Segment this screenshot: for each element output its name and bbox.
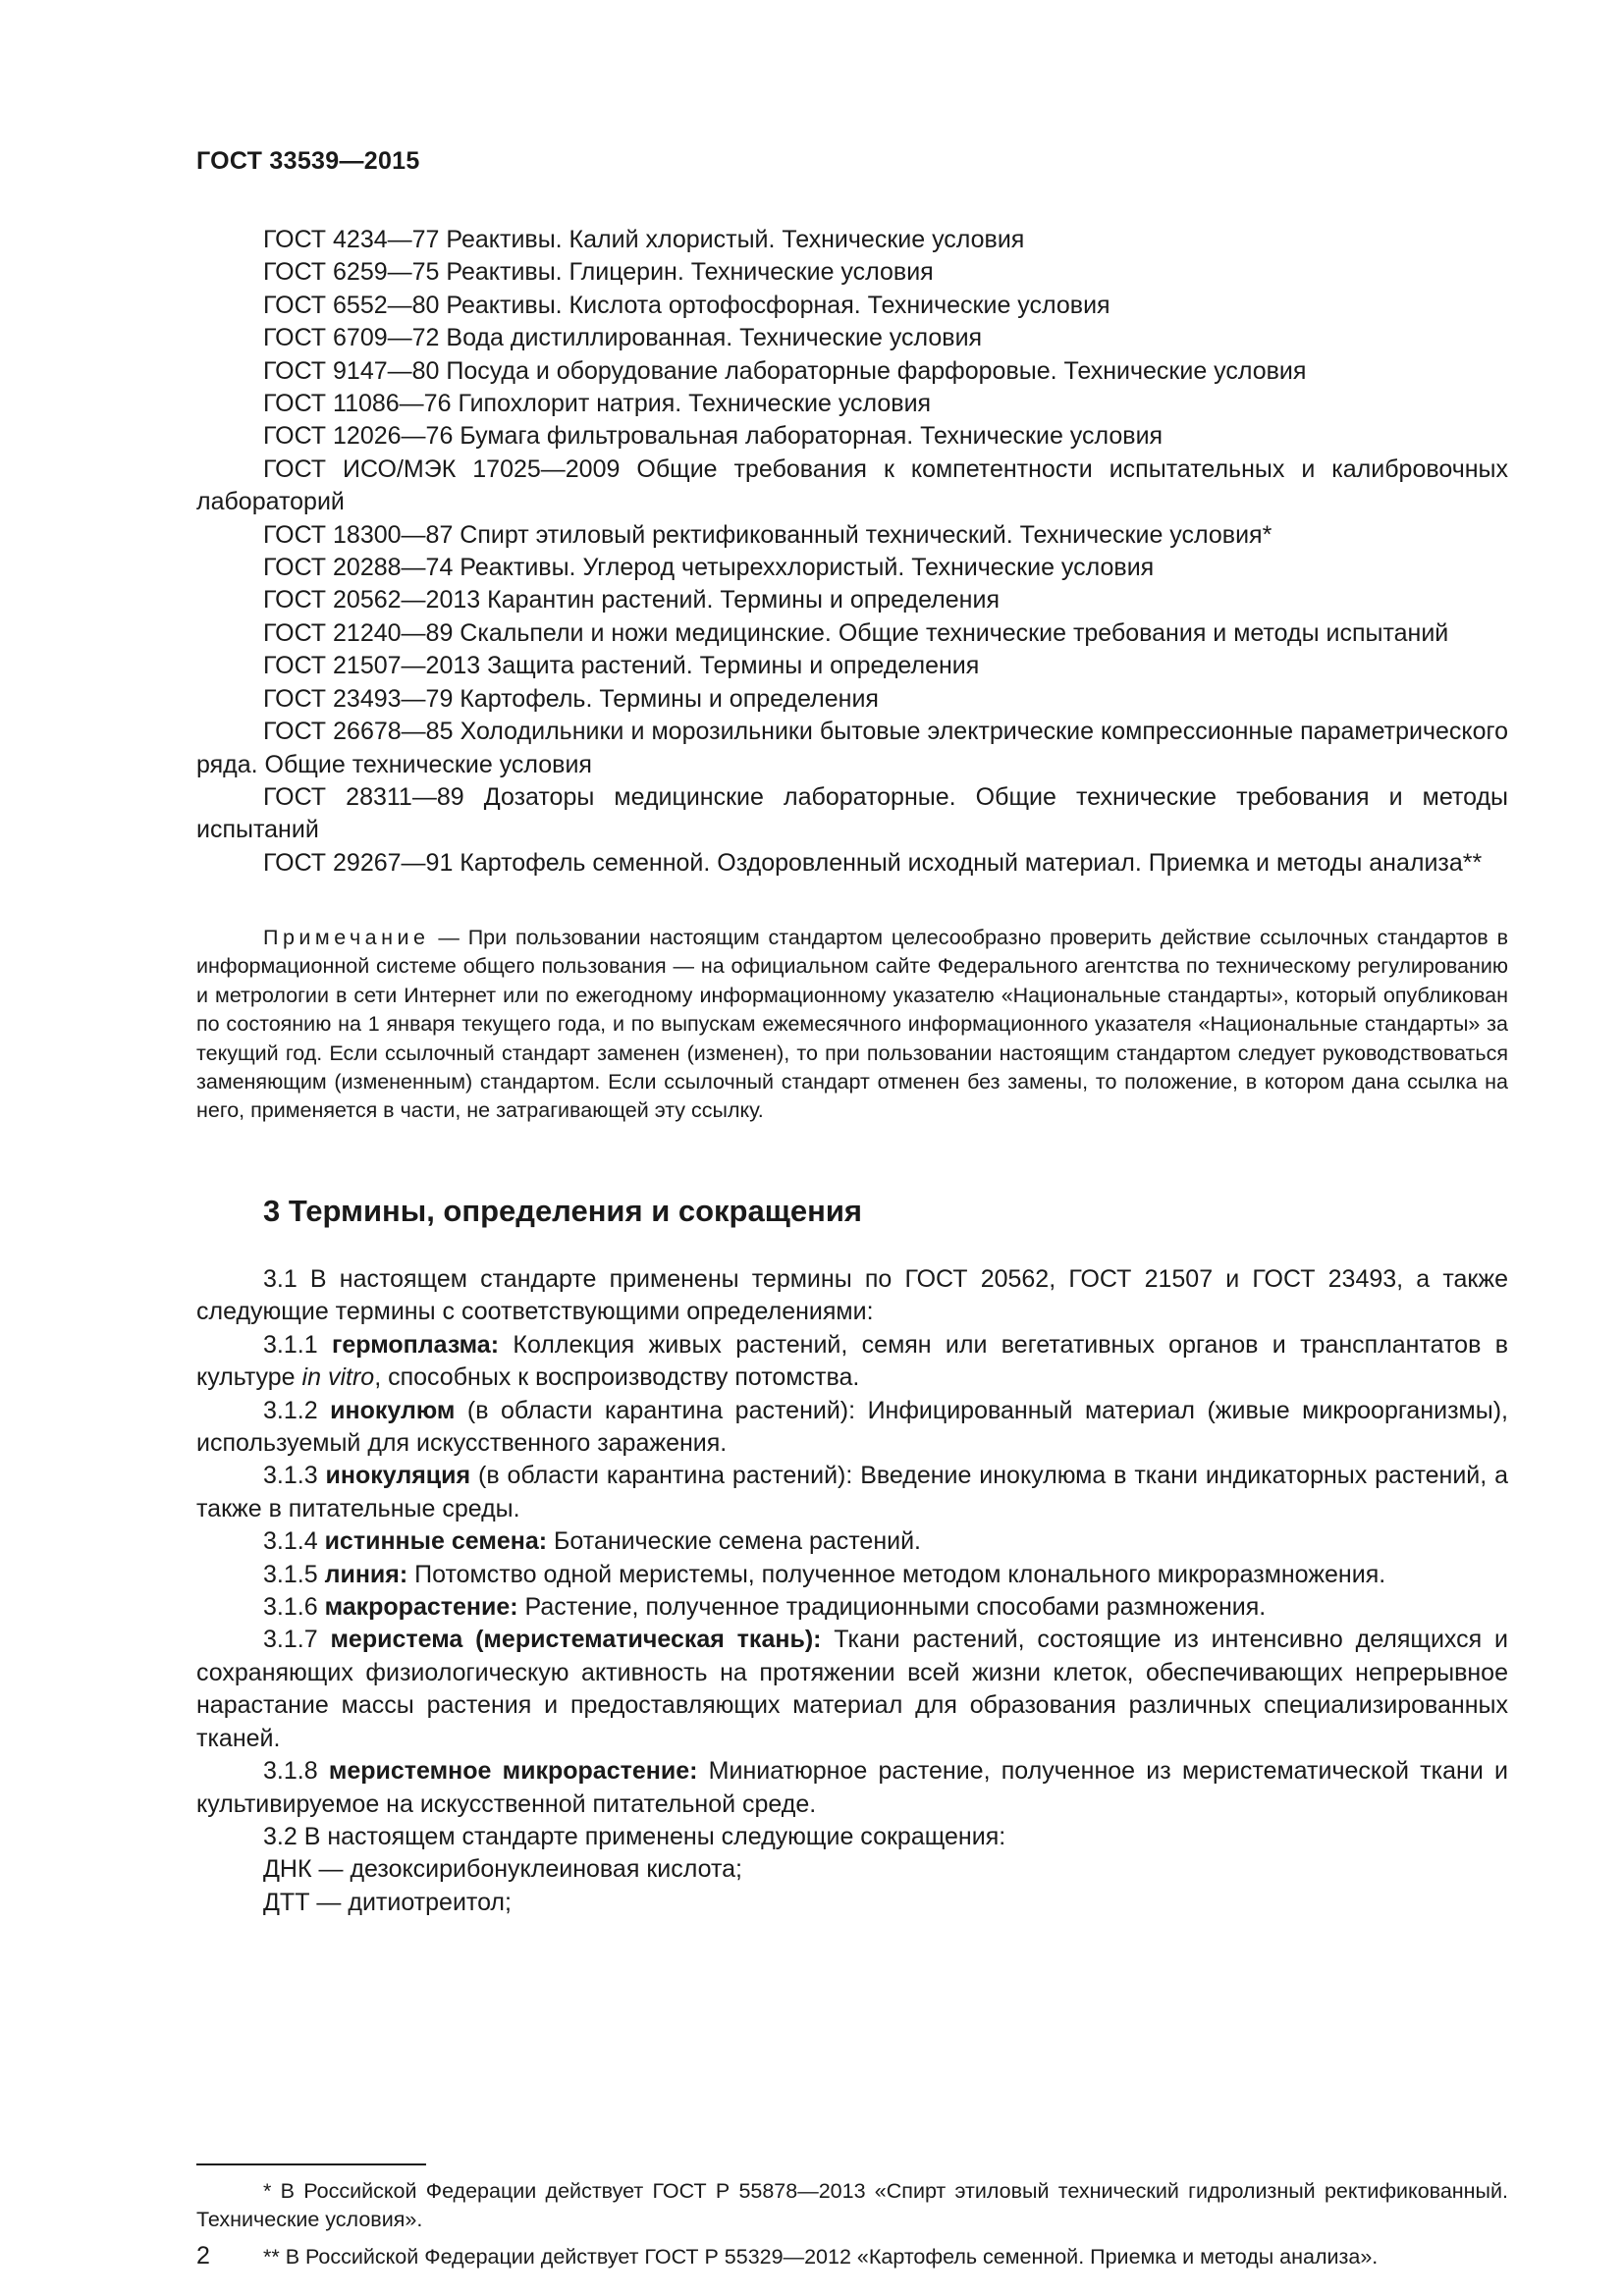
term-name: линия: — [324, 1560, 408, 1588]
term-name: меристемное микрорастение: — [328, 1757, 698, 1786]
reference-item: ГОСТ 6259—75 Реактивы. Глицерин. Технические условия — [263, 258, 934, 287]
term-text-italic: in vitro — [301, 1363, 375, 1392]
page-number: 2 — [196, 2242, 210, 2269]
term-number: 3.1.7 — [263, 1626, 331, 1654]
footnotes — [196, 2177, 1508, 2280]
term-definition — [196, 1525, 1508, 1558]
abbreviation-item: ДТТ — дитиотреитол; — [263, 1888, 512, 1916]
reference-item: ГОСТ 9147—80 Посуда и оборудование лабораторные фарфоровые. Технические условия — [263, 356, 1307, 385]
term-number: 3.1.1 — [263, 1330, 332, 1359]
term-number: 3.1.5 — [263, 1560, 325, 1588]
term-text: Миниатюрное растение, полученное из меристематической ткани и культивируемое на искусственной питательной среде. — [196, 1757, 1508, 1818]
term-number: 3.1.3 — [263, 1462, 326, 1490]
term-text: Потомство одной меристемы, полученное методом клонального микроразмножения. — [407, 1560, 1386, 1588]
term-text: Ботанические семена растений. — [547, 1527, 922, 1556]
term-name: макрорастение: — [324, 1593, 518, 1622]
reference-item: ГОСТ 21240—89 Скальпели и ножи медицинские. Общие технические требования и методы испытаний — [263, 618, 1449, 647]
term-name: меристема (меристематическая ткань): — [330, 1626, 822, 1654]
footnote-item: * В Российской Федерации действует ГОСТ Р 55878—2013 «Спирт этиловый технический гидролизный ректификованный. Технические условия». — [196, 2179, 1508, 2231]
reference-item: ГОСТ 28311—89 Дозаторы медицинские лабораторные. Общие технические требования и методы испытаний — [196, 782, 1508, 844]
section-title: 3 Термины, определения и сокращения — [263, 1194, 862, 1228]
normative-references-list — [196, 224, 1508, 880]
term-text: (в области карантина растений): Введение инокулюма в ткани индикаторных растений, а также в питательные среды. — [196, 1462, 1508, 1522]
page-header-doc-id: ГОСТ 33539—2015 — [196, 147, 420, 175]
term-name: инокулюм — [330, 1396, 456, 1424]
note-paragraph — [196, 924, 1508, 1126]
term-definition — [196, 1460, 1508, 1525]
term-definition — [196, 1329, 1508, 1395]
note-text: — При пользовании настоящим стандартом целесообразно проверить действие ссылочных стандартов в информационной системе общего пользования — на официальном сайте Федерального агентства по техническому регулированию и метрологии в сети Интернет или по ежегодному информационному указателю «Национальные стандарты», который опубликован по состоянию на 1 января текущего года, и по выпускам ежемесячного информационного указателя «Национальные стандарты» за текущий год. Если ссылочный стандарт заменен (изменен), то при пользовании настоящим стандартом следует руководствоваться заменяющим (измененным) стандартом. Если ссылочный стандарт отменен без замены, то положение, в котором дана ссылка на него, применяется в части, не затрагивающей эту ссылку. — [196, 926, 1508, 1123]
reference-item: ГОСТ 11086—76 Гипохлорит натрия. Технические условия — [263, 390, 932, 418]
term-name: гермоплазма: — [331, 1330, 500, 1359]
term-name: истинные семена: — [324, 1527, 548, 1556]
term-number: 3.1.2 — [263, 1396, 331, 1424]
reference-item: ГОСТ 29267—91 Картофель семенной. Оздоровленный исходный материал. Приемка и методы анализа** — [263, 848, 1483, 877]
footnote-item: ** В Российской Федерации действует ГОСТ Р 55329—2012 «Картофель семенной. Приемка и методы анализа». — [263, 2245, 1379, 2269]
term-definition — [196, 1559, 1508, 1591]
reference-item: ГОСТ 4234—77 Реактивы. Калий хлористый. Технические условия — [263, 226, 1025, 253]
term-number: 3.1.6 — [263, 1593, 325, 1622]
term-number: 3.1.4 — [263, 1527, 325, 1556]
terms-section-body — [196, 1263, 1508, 1919]
note-label: Примечание — [263, 926, 430, 949]
reference-item: ГОСТ 12026—76 Бумага фильтровальная лабораторная. Технические условия — [263, 422, 1164, 451]
term-name: инокуляция — [325, 1462, 471, 1490]
term-text: Ткани растений, состоящие из интенсивно делящихся и сохраняющих физиологическую активность на протяжении всей жизни клеток, обеспечивающих непрерывное нарастание массы растения и предоставляющих материал для образования различных специализированных тканей. — [196, 1626, 1508, 1752]
term-text: Растение, полученное традиционными способами размножения. — [517, 1593, 1267, 1622]
footnote-separator — [196, 2163, 426, 2165]
term-definition — [196, 1395, 1508, 1461]
term-definition — [196, 1755, 1508, 1821]
intro-paragraph: 3.2 В настоящем стандарте применены следующие сокращения: — [263, 1822, 1006, 1850]
reference-item: ГОСТ 18300—87 Спирт этиловый ректификованный технический. Технические условия* — [263, 520, 1272, 549]
reference-item: ГОСТ 6709—72 Вода дистиллированная. Технические условия — [263, 324, 983, 352]
reference-item: ГОСТ 6552—80 Реактивы. Кислота ортофосфорная. Технические условия — [263, 291, 1110, 319]
term-definition — [196, 1591, 1508, 1624]
reference-item: ГОСТ 26678—85 Холодильники и морозильники бытовые электрические компрессионные параметрического ряда. Общие технические условия — [196, 718, 1508, 778]
term-definition — [196, 1624, 1508, 1755]
reference-item: ГОСТ 21507—2013 Защита растений. Термины и определения — [263, 652, 980, 680]
term-text: Коллекция живых растений, семян или вегетативных органов и трансплантатов в культуре — [196, 1330, 1508, 1392]
term-number: 3.1.8 — [263, 1757, 329, 1786]
abbreviation-item: ДНК — дезоксирибонуклеиновая кислота; — [263, 1855, 742, 1884]
reference-item: ГОСТ ИСО/МЭК 17025—2009 Общие требования к компетентности испытательных и калибровочных лабораторий — [196, 454, 1508, 516]
intro-paragraph: 3.1 В настоящем стандарте применены термины по ГОСТ 20562, ГОСТ 21507 и ГОСТ 23493, а также следующие термины с соответствующими определениями: — [196, 1265, 1508, 1326]
reference-item: ГОСТ 20288—74 Реактивы. Углерод четыреххлористый. Технические условия — [263, 554, 1155, 582]
term-text: (в области карантина растений): Инфицированный материал (живые микроорганизмы), используемый для искусственного заражения. — [196, 1396, 1508, 1458]
reference-item: ГОСТ 23493—79 Картофель. Термины и определения — [263, 684, 879, 713]
reference-item: ГОСТ 20562—2013 Карантин растений. Термины и определения — [263, 586, 1000, 614]
term-text: , способных к воспроизводству потомства. — [374, 1363, 860, 1392]
